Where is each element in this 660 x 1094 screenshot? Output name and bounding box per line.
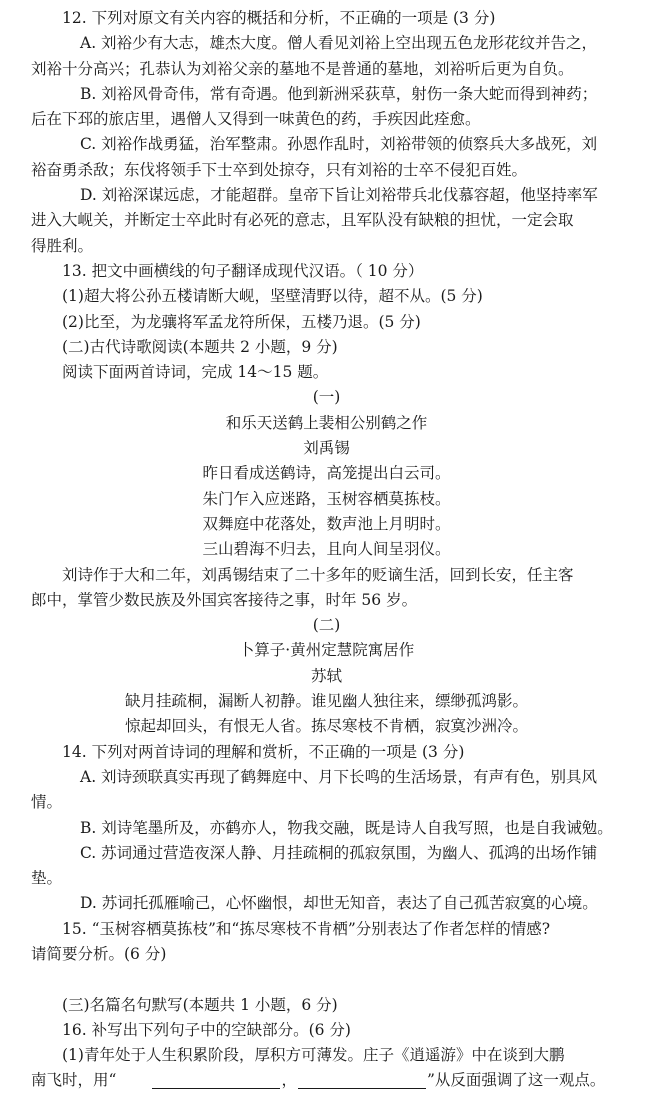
q16-sentence-1: (1)青年处于人生积累阶段，厚积方可薄发。庄子《逍遥游》中在谈到大鹏 — [62, 1046, 565, 1065]
q13-sentence-2: (2)比至，为龙骧将军孟龙符所保，五楼乃退。(5 分) — [62, 312, 421, 331]
q12-option-d-cont2: 得胜利。 — [31, 236, 94, 255]
q13-sentence-1: (1)超大将公孙五楼请断大岘，坚壁清野以待，超不从。(5 分) — [62, 287, 483, 306]
q12-option-b-cont: 后在下邳的旅店里，遇僧人又得到一味黄色的药，手疾因此痊愈。 — [31, 110, 481, 129]
poem1-note-cont: 郎中，掌管少数民族及外国宾客接待之事，时年 56 岁。 — [31, 590, 418, 609]
fill-blank-1[interactable] — [152, 1072, 280, 1089]
q12-option-c-cont: 裕奋勇杀敌；东伐将领手下士卒到处掠夺，只有刘裕的士卒不侵犯百姓。 — [31, 160, 528, 179]
q16-sentence-1-cont — [31, 1068, 638, 1093]
q12-option-b: B. 刘裕风骨奇伟，常有奇遇。他到新洲采荻草，射伤一条大蛇而得到神药； — [80, 84, 598, 103]
q15-stem: 15. “玉树容栖莫拣枝”和“拣尽寒枝不肯栖”分别表达了作者怎样的情感? — [62, 919, 551, 938]
poem1-line-1: 昨日看成送鹤诗，高笼提出白云司。 — [202, 464, 451, 483]
q12-option-a: A. 刘裕少有大志，雄杰大度。僧人看见刘裕上空出现五色龙形花纹并告之， — [80, 34, 598, 53]
q12-option-a-cont: 刘裕十分高兴；孔恭认为刘裕父亲的墓地不是普通的墓地，刘裕听后更为自负。 — [31, 59, 574, 78]
q16-stem: 16. 补写出下列句子中的空缺部分。(6 分) — [62, 1020, 351, 1039]
poem2-author: 苏轼 — [310, 666, 342, 685]
fill-blank-2[interactable] — [298, 1072, 426, 1089]
poem2-line-2: 惊起却回头，有恨无人省。拣尽寒枝不肯栖，寂寞沙洲冷。 — [124, 717, 528, 736]
answer-space — [31, 967, 638, 992]
poem2-number: (二) — [312, 616, 341, 635]
section-2-title: (二)古代诗歌阅读(本题共 2 小题，9 分) — [62, 337, 338, 356]
q14-option-a: A. 刘诗颈联真实再现了鹤舞庭中、月下长鸣的生活场景，有声有色，别具风 — [80, 767, 598, 786]
poem1-number: (一) — [312, 388, 341, 407]
poem1-line-3: 双舞庭中花落处，数声池上月明时。 — [202, 514, 451, 533]
poem1-line-4: 三山碧海不归去，且向人间呈羽仪。 — [202, 540, 451, 559]
q14-option-a-cont: 情。 — [31, 793, 63, 812]
q12-option-c: C. 刘裕作战勇猛，治军整肃。孙恩作乱时，刘裕带领的侦察兵大多战死，刘 — [80, 135, 598, 154]
q16-suffix: ”从反面强调了这一观点。 — [426, 1071, 606, 1090]
q14-option-c: C. 苏词通过营造夜深人静、月挂疏桐的孤寂氛围，为幽人、孤鸿的出场作铺 — [80, 843, 598, 862]
q12-stem: 12. 下列对原文有关内容的概括和分析，不正确的一项是 (3 分) — [62, 9, 496, 27]
q14-stem: 14. 下列对两首诗词的理解和赏析，不正确的一项是 (3 分) — [62, 742, 465, 761]
q12-option-d: D. 刘裕深谋远虑，才能超群。皇帝下旨让刘裕带兵北伐慕容超，他坚持率军 — [80, 186, 598, 205]
poem1-note: 刘诗作于大和二年，刘禹锡结束了二十多年的贬谪生活，回到长安，任主客 — [62, 565, 574, 584]
q14-option-b: B. 刘诗笔墨所及，亦鹤亦人，物我交融，既是诗人自我写照，也是自我诫勉。 — [80, 818, 613, 837]
poem2-title: 卜算子·黄州定慧院寓居作 — [238, 641, 415, 660]
q13-stem: 13. 把文中画横线的句子翻译成现代汉语。（ 10 分） — [62, 261, 424, 280]
q16-separator: ， — [281, 1071, 297, 1090]
poem1-title: 和乐天送鹤上裴相公别鹤之作 — [225, 413, 428, 432]
q14-option-c-cont: 垫。 — [31, 869, 63, 888]
poem1-line-2: 朱门乍入应迷路，玉树容栖莫拣枝。 — [202, 489, 451, 508]
q16-prefix: 南飞时，用“ — [31, 1071, 117, 1090]
section-3-title: (三)名篇名句默写(本题共 1 小题，6 分) — [62, 995, 338, 1014]
q14-option-d: D. 苏词托孤雁喻己，心怀幽恨，却世无知音，表达了自己孤苦寂寞的心境。 — [80, 894, 598, 913]
q12-option-d-cont: 进入大岘关，并断定士卒此时有必死的意志，且军队没有缺粮的担忧，一定会取 — [31, 211, 574, 230]
poem1-author: 刘禹锡 — [303, 439, 350, 458]
poem2-line-1: 缺月挂疏桐，漏断人初静。谁见幽人独往来，缥缈孤鸿影。 — [124, 692, 528, 711]
section-2-intro: 阅读下面两首诗词，完成 14～15 题。 — [62, 363, 329, 382]
q15-stem-cont: 请简要分析。(6 分) — [31, 944, 167, 963]
